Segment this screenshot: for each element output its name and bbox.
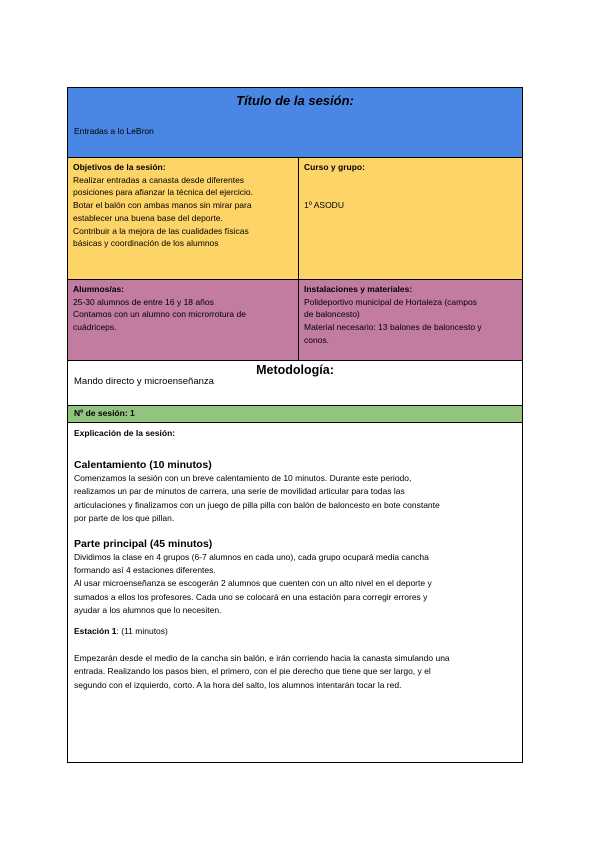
- main-part-line: formando así 4 estaciones diferentes.: [74, 565, 216, 576]
- session-number: Nº de sesión: 1: [68, 406, 522, 423]
- objectives-line: establecer una buena base del deporte.: [73, 212, 223, 223]
- methodology-section: [68, 361, 522, 406]
- main-part-title: Parte principal (45 minutos): [74, 538, 213, 551]
- facilities-line: de baloncesto): [304, 309, 360, 320]
- title-section: [68, 88, 522, 158]
- session-title-value: Entradas a lo LeBron: [74, 126, 154, 136]
- warmup-line: por parte de los que pillan.: [74, 512, 175, 523]
- warmup-line: realizamos un par de minutos de carrera, una serie de movilidad articular para todas las: [74, 486, 405, 497]
- course-label: Curso y grupo:: [304, 162, 365, 172]
- facilities-line: conos.: [304, 334, 330, 345]
- explanation-label: Explicación de la sesión:: [74, 428, 176, 438]
- station-line: segundo con el izquierdo, corto. A la hora del salto, los alumnos intentarán tocar la red.: [74, 679, 402, 690]
- objectives-line: Contribuir a la mejora de las cualidades físicas: [73, 225, 249, 236]
- station-label: Estación 1: [74, 626, 117, 637]
- students-line: Contamos con un alumno con microrrotura de: [73, 309, 246, 320]
- warmup-line: Comenzamos la sesión con un breve calentamiento de 10 minutos. Durante este periodo,: [74, 473, 412, 484]
- objectives-label: Objetivos de la sesión:: [73, 162, 166, 172]
- objectives-section: [68, 158, 522, 280]
- students-label: Alumnos/as:: [73, 284, 125, 294]
- session-table: [67, 87, 523, 763]
- objectives-line: básicas y coordinación de los alumnos: [73, 238, 219, 249]
- explanation-section: [68, 423, 522, 762]
- warmup-line: articulaciones y finalizamos con un juego de pilla pilla con balón de baloncesto en bote constante: [74, 499, 440, 510]
- station-line: entrada. Realizando los pasos bien, el primero, con el pie derecho que tiene que ser largo, y el: [74, 666, 431, 677]
- objectives-line: posiciones para afianzar la técnica del ejercicio.: [73, 187, 254, 198]
- station-heading: [74, 625, 516, 638]
- main-part-line: Al usar microenseñanza se escogerán 2 alumnos que cuenten con un alto nivel en el deporte y: [74, 578, 432, 589]
- objectives-line: Botar el balón con ambas manos sin mirar para: [73, 200, 252, 211]
- main-part-line: Dividimos la clase en 4 grupos (6-7 alumnos en cada uno), cada grupo ocupará media cancha: [74, 552, 429, 563]
- facilities-cell: [299, 280, 522, 360]
- warmup-title: Calentamiento (10 minutos): [74, 459, 212, 472]
- course-cell: [299, 158, 522, 279]
- station-line: Empezarán desde el medio de la cancha sin balón, e irán corriendo hacia la canasta simulando una: [74, 653, 450, 664]
- course-value: 1º ASODU: [304, 199, 344, 210]
- session-sheet: [67, 87, 523, 763]
- students-line: cuádriceps.: [73, 322, 117, 333]
- facilities-label: Instalaciones y materiales:: [304, 284, 413, 294]
- main-part-line: sumados a ellos los profesores. Cada uno se colocará en una estación para corregir errores y: [74, 591, 428, 602]
- facilities-line: Material necesario: 13 balones de baloncesto y: [304, 322, 482, 333]
- methodology-value: Mando directo y microenseñanza: [74, 376, 214, 387]
- objectives-cell: [68, 158, 299, 279]
- students-section: [68, 280, 522, 361]
- main-part-line: ayudar a los alumnos que lo necesiten.: [74, 604, 222, 615]
- session-title-label: Título de la sesión:: [236, 93, 354, 108]
- facilities-line: Polideportivo municipal de Hortaleza (campos: [304, 296, 477, 307]
- station-time: : (11 minutos): [116, 626, 168, 637]
- students-cell: [68, 280, 299, 360]
- methodology-label: Metodología:: [256, 363, 334, 377]
- students-line: 25-30 alumnos de entre 16 y 18 años: [73, 296, 214, 307]
- objectives-line: Realizar entradas a canasta desde diferentes: [73, 174, 245, 185]
